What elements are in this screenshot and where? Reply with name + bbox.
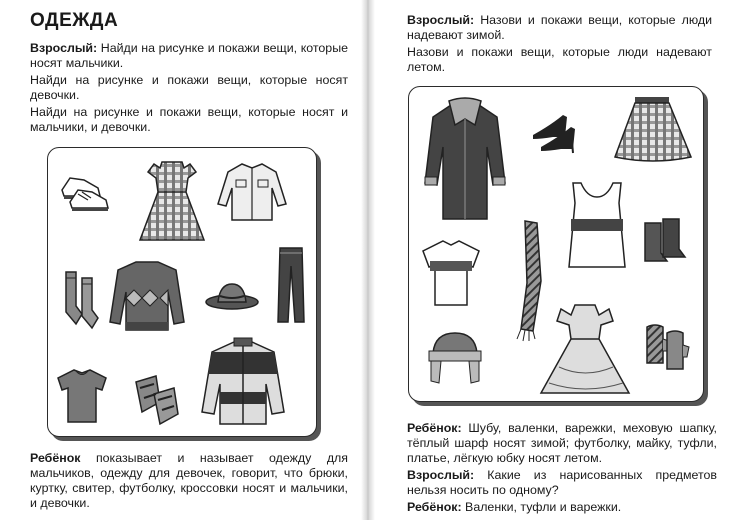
skirt-icon	[615, 97, 691, 161]
left-picture	[48, 148, 316, 436]
left-answer: Ребёнок показывает и называет одежду для мальчиков, одежду для девочек, говорит, что брюки, куртку, свитер, футболку, кроссовки носят и мальчики, и девочки.	[30, 451, 348, 510]
scarf-icon	[517, 221, 541, 341]
right-picture	[409, 87, 703, 401]
earflap-hat-icon	[429, 333, 481, 383]
sandals-icon	[136, 376, 178, 424]
instruction-1: Взрослый: Назови и покажи вещи, которые люди надевают зимой.	[407, 13, 712, 42]
hat-icon	[206, 284, 258, 309]
instruction-2: Назови и покажи вещи, которые люди надевают летом.	[407, 45, 712, 74]
instruction-2: Найди на рисунке и покажи вещи, которые носят девочки.	[30, 73, 348, 102]
dialogue-3: Ребёнок: Валенки, туфли и варежки.	[407, 500, 622, 514]
tshirt-icon	[423, 241, 479, 305]
mittens-icon	[647, 325, 689, 369]
dress-icon	[140, 162, 204, 240]
instruction-1: Взрослый: Найди на рисунке и покажи вещи, которые носят мальчики.	[30, 41, 348, 70]
jacket-icon	[202, 338, 284, 424]
sweater-icon	[110, 262, 184, 330]
book-spine	[361, 0, 375, 520]
right-dialogue	[407, 421, 717, 517]
tank-top-icon	[569, 183, 625, 267]
dialogue-2: Взрослый: Какие из нарисованных предметов нельзя носить по одному?	[407, 468, 717, 497]
shirt-icon	[218, 164, 286, 220]
fur-coat-icon	[425, 98, 505, 219]
sneakers-icon	[62, 178, 108, 211]
gown-icon	[541, 305, 629, 393]
page-title: ОДЕЖДА	[30, 10, 119, 31]
trousers-icon	[278, 248, 304, 322]
tshirt-icon	[58, 370, 106, 422]
socks-icon	[66, 272, 98, 328]
instruction-3: Найди на рисунке и покажи вещи, которые носят и мальчики, и девочки.	[30, 105, 348, 134]
left-instructions	[30, 41, 348, 137]
dialogue-1: Ребёнок: Шубу, валенки, варежки, меховую шапку, тёплый шарф носят зимой; футболку, майку, туфли, платье, лёгкую юбку носят летом.	[407, 421, 717, 465]
high-heels-icon	[533, 115, 575, 153]
felt-boots-icon	[645, 219, 685, 261]
right-page	[375, 0, 735, 520]
right-picture-frame	[408, 86, 704, 402]
left-picture-frame	[47, 147, 317, 437]
left-page	[0, 0, 360, 520]
right-instructions	[407, 13, 712, 77]
